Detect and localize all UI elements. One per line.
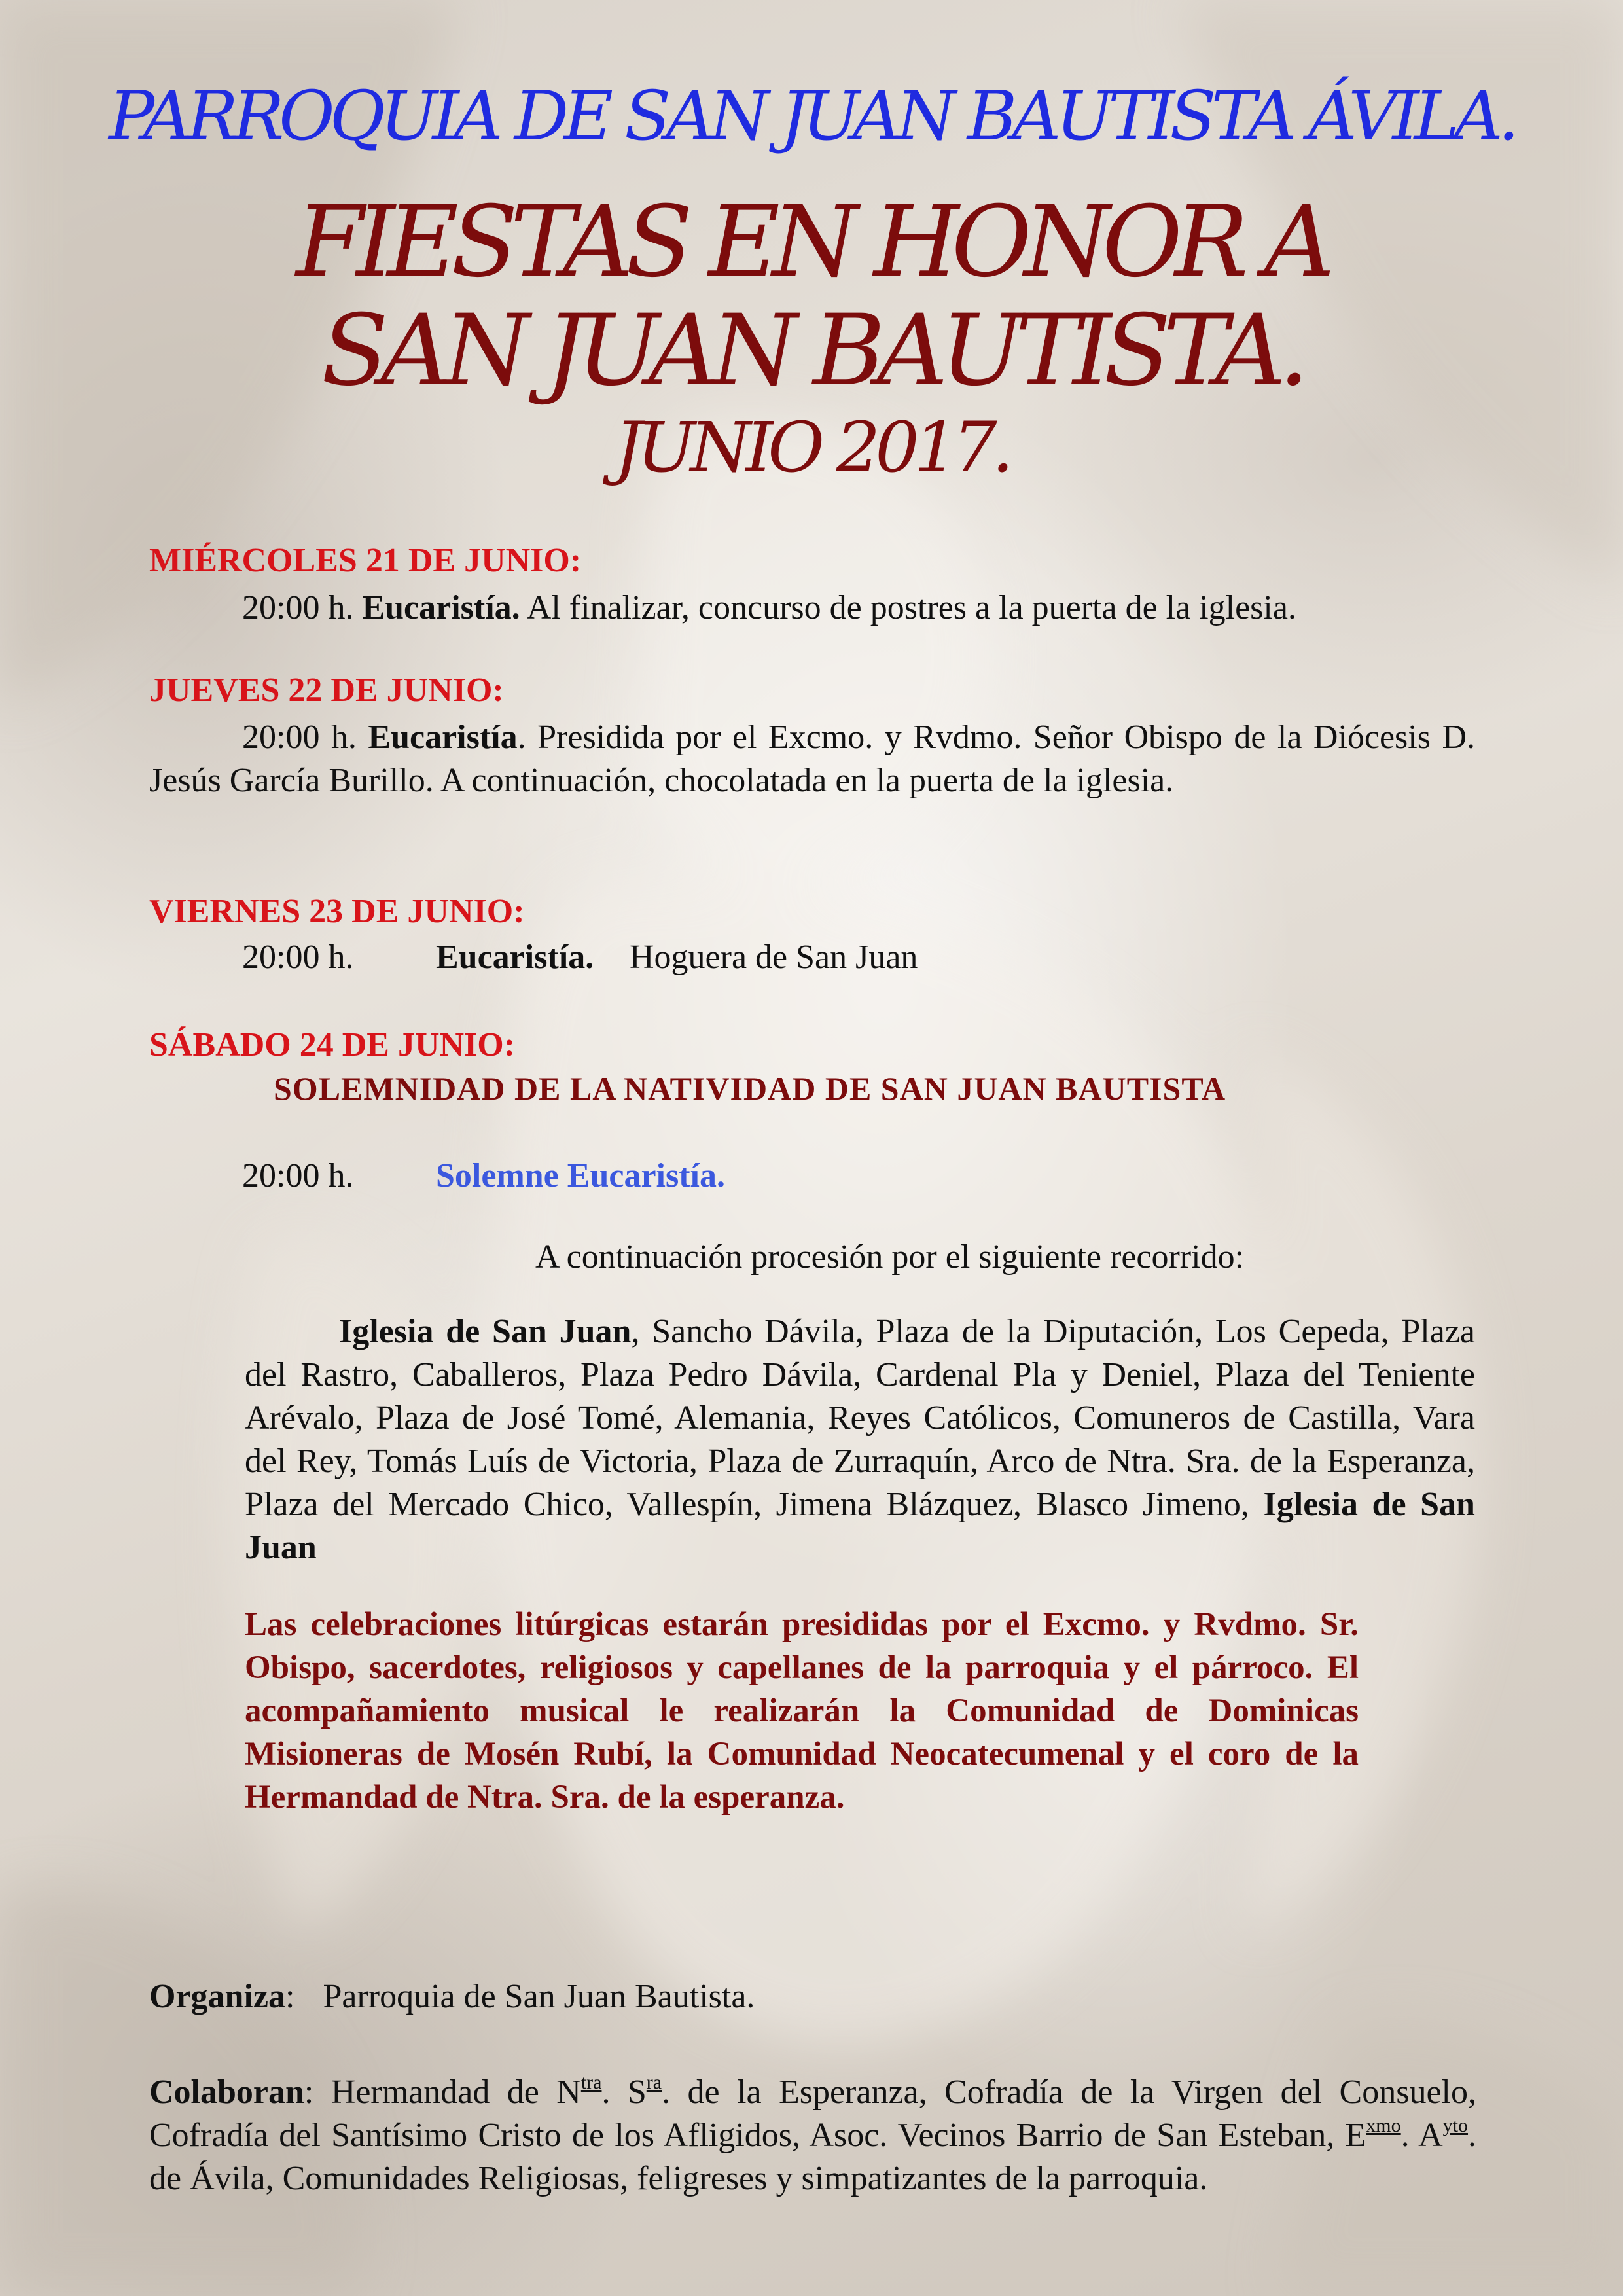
- festival-title-line-1: FIESTAS EN HONOR A: [296, 185, 1327, 299]
- wednesday-heading: MIÉRCOLES 21 DE JUNIO:: [149, 542, 582, 579]
- colaboran-text-1: : Hermandad de N: [304, 2073, 581, 2111]
- friday-detail: Hoguera de San Juan: [630, 939, 918, 976]
- saturday-time: 20:00 h.: [242, 1157, 354, 1194]
- saturday-heading: SÁBADO 24 DE JUNIO:: [149, 1026, 516, 1064]
- colaboran-paragraph: [149, 2071, 1476, 2200]
- saturday-event: Solemne Eucaristía.: [436, 1157, 725, 1194]
- organiza-line: [149, 1975, 755, 2018]
- organiza-value: Parroquia de San Juan Bautista.: [323, 1978, 755, 2015]
- route-start: Iglesia de San Juan: [339, 1313, 632, 1350]
- route-streets: , Sancho Dávila, Plaza de la Diputación, Los Cepeda, Plaza del Rastro, Caballeros, Plaza Pedro Dávila, Cardenal Pla y Deniel, Plaza del Teniente Arévalo, Plaza de José Tomé, Alemania, Reyes Católicos, Comuneros de Castilla, Vara del Rey, Tomás Luís de Victoria, Plaza de Zurraquín, Arco de Ntra. Sra. de la Esperanza, Plaza del Mercado Chico, Vallespín, Jimena Blázquez, Blasco Jimeno,: [245, 1313, 1475, 1523]
- festival-date: JUNIO 2017.: [614, 407, 1009, 488]
- thursday-detail: . Presidida por el Excmo. y Rvdmo. Señor Obispo de la Diócesis D. Jesús García Burillo. A continuación, chocolatada en la puerta de la iglesia.: [149, 719, 1475, 799]
- thursday-event: Eucaristía: [368, 719, 518, 756]
- celebrations-note: Las celebraciones litúrgicas estarán presididas por el Excmo. y Rvdmo. Sr. Obispo, sacerdotes, religiosos y capellanes de la parroquia y el párroco. El acompañamiento musical le realizarán la Comunidad de Dominicas Misioneras de Mosén Rubí, la Comunidad Neocatecumenal y el coro de la Hermandad de Ntra. Sra. de la esperanza.: [245, 1606, 1359, 1816]
- parish-heading: PARROQUIA DE SAN JUAN BAUTISTA ÁVILA.: [109, 76, 1514, 156]
- thursday-heading: JUEVES 22 DE JUNIO:: [149, 672, 504, 709]
- friday-heading: VIERNES 23 DE JUNIO:: [149, 893, 525, 930]
- wednesday-event: Eucaristía.: [362, 589, 520, 626]
- colaboran-sup-1: tra: [580, 2072, 602, 2093]
- wednesday-line: [242, 586, 1486, 630]
- route-end: Iglesia de San Juan: [245, 1486, 1475, 1566]
- colaboran-sup-4: yto: [1442, 2115, 1469, 2136]
- colaboran-sup-3: xmo: [1366, 2115, 1401, 2136]
- organiza-label: Organiza: [149, 1978, 285, 2015]
- procession-intro: A continuación procesión por el siguiente recorrido:: [535, 1238, 1245, 1276]
- friday-event: Eucaristía.: [436, 939, 594, 976]
- colaboran-text-2: . S: [601, 2073, 647, 2111]
- thursday-paragraph: [149, 716, 1475, 802]
- colaboran-text-5: . de Ávila, Comunidades Religiosas, feligreses y simpatizantes de la parroquia.: [149, 2117, 1477, 2197]
- colaboran-sup-2: ra: [646, 2072, 662, 2093]
- colaboran-label: Colaboran: [149, 2073, 304, 2111]
- solemnity-heading: SOLEMNIDAD DE LA NATIVIDAD DE SAN JUAN BAUTISTA: [274, 1070, 1226, 1107]
- colaboran-text-4: . A: [1400, 2117, 1443, 2154]
- procession-route: [245, 1310, 1475, 1570]
- organiza-sep: :: [285, 1978, 295, 2015]
- friday-time: 20:00 h.: [242, 939, 354, 976]
- wednesday-time: 20:00 h.: [242, 589, 354, 626]
- thursday-time: 20:00 h.: [242, 719, 357, 756]
- wednesday-detail: Al finalizar, concurso de postres a la puerta de la iglesia.: [520, 589, 1296, 626]
- festival-title-line-2: SAN JUAN BAUTISTA.: [321, 294, 1302, 408]
- colaboran-text-3: . de la Esperanza, Cofradía de la Virgen del Consuelo, Cofradía del Santísimo Cristo de los Afligidos, Asoc. Vecinos Barrio de San Esteban, E: [149, 2073, 1476, 2154]
